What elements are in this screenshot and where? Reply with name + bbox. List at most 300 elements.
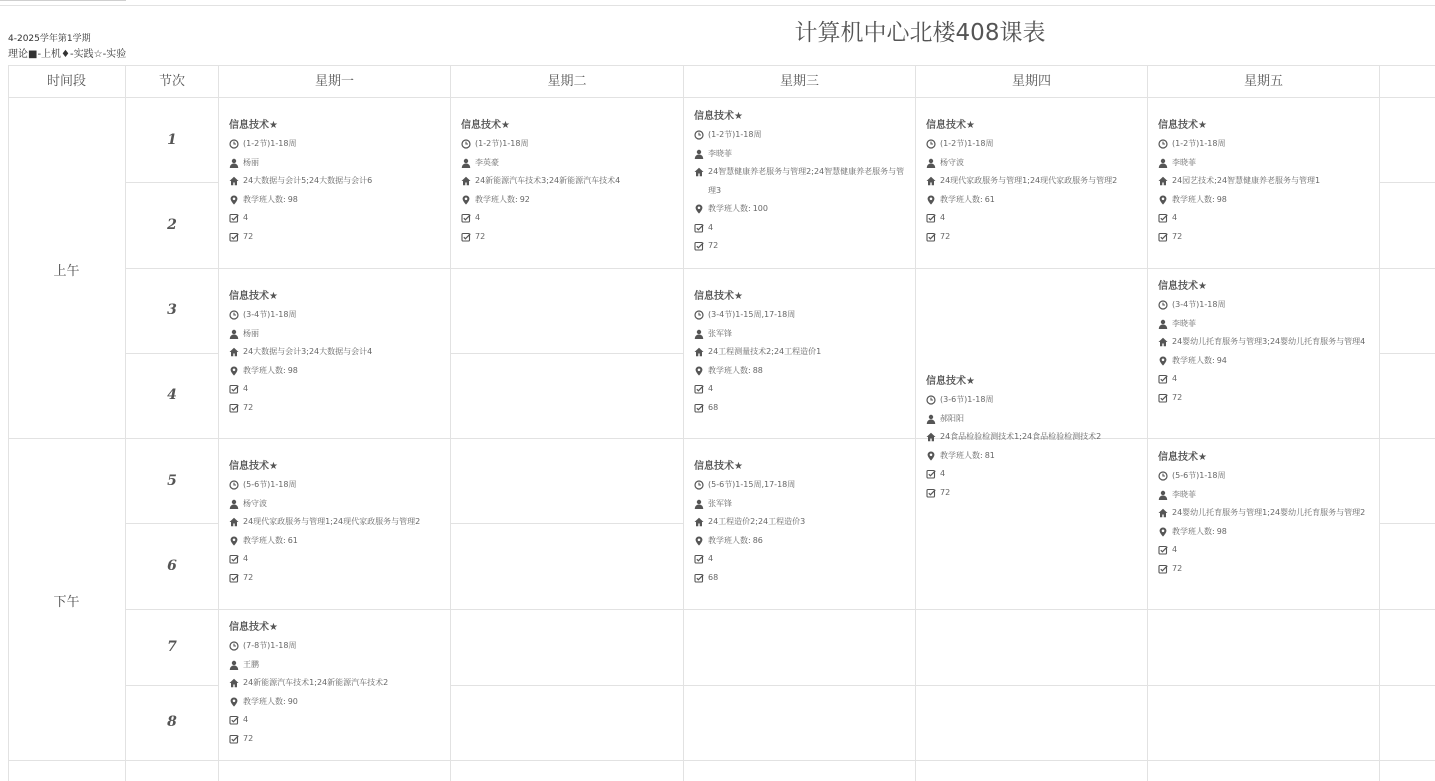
course-name: 信息技术★ [926, 376, 975, 387]
course-total-row [694, 399, 906, 418]
course-card[interactable] [694, 108, 906, 256]
course-total-row [926, 228, 1141, 247]
clock-icon [229, 641, 239, 651]
course-total-row [694, 237, 906, 256]
user-icon [694, 149, 704, 159]
course-count: 98 [287, 194, 298, 204]
count-label: 教学班人数: [475, 194, 518, 204]
home-icon [229, 517, 239, 527]
course-count: 86 [752, 535, 763, 545]
row-divider [1147, 685, 1379, 686]
check-square-icon [229, 213, 239, 223]
location-icon [694, 204, 704, 214]
course-count: 98 [287, 365, 298, 375]
course-time-row [229, 135, 444, 154]
course-hours: 4 [243, 554, 249, 563]
course-count-row [1158, 191, 1373, 210]
location-icon [229, 195, 239, 205]
course-count-row [229, 362, 444, 381]
check-square-icon [229, 554, 239, 564]
course-hours: 4 [708, 222, 714, 232]
course-teacher: 张军锋 [708, 498, 732, 508]
course-total-row [229, 399, 444, 418]
course-card[interactable] [926, 117, 1141, 246]
course-name: 信息技术★ [229, 622, 278, 633]
clock-icon [926, 395, 936, 405]
column-divider [1147, 65, 1148, 781]
course-teacher: 张军锋 [708, 328, 732, 338]
home-icon [694, 517, 704, 527]
course-teacher: 李晓菲 [708, 148, 732, 158]
course-classes-row [926, 428, 1141, 447]
row-divider [915, 609, 1147, 610]
check-square-icon [461, 232, 471, 242]
course-total: 72 [243, 402, 254, 412]
course-time: (3-4节)1-18周 [243, 310, 297, 319]
row-divider [450, 268, 683, 269]
course-total: 72 [1172, 563, 1183, 573]
row-divider [1379, 609, 1435, 610]
user-icon [926, 414, 936, 424]
course-total-row [1158, 560, 1370, 579]
course-name: 信息技术★ [694, 291, 743, 302]
course-count: 100 [752, 204, 768, 213]
course-time: (5-6节)1-15周,17-18周 [708, 480, 796, 489]
check-square-icon [229, 734, 239, 744]
course-teacher: 王鹏 [243, 659, 259, 669]
course-teacher: 郝阳阳 [940, 413, 964, 423]
row-divider [915, 268, 1147, 269]
user-icon [229, 158, 239, 168]
count-label: 教学班人数: [940, 194, 983, 204]
check-square-icon [229, 403, 239, 413]
course-time: (1-2节)1-18周 [940, 139, 994, 148]
section-number: 8 [167, 714, 177, 730]
home-icon [229, 678, 239, 688]
course-hours-row [229, 209, 444, 228]
top-stub-line [0, 0, 126, 1]
course-hours: 4 [475, 213, 481, 222]
section-number: 1 [167, 132, 177, 148]
course-time: (5-6节)1-18周 [243, 480, 297, 489]
course-hours: 4 [243, 384, 249, 393]
course-time-row [229, 306, 444, 325]
course-name: 信息技术★ [229, 461, 278, 472]
col-header-section: 节次 [158, 74, 185, 89]
user-icon [694, 329, 704, 339]
count-label: 教学班人数: [243, 535, 286, 545]
course-teacher: 杨丽 [243, 157, 259, 167]
course-classes-row [694, 513, 906, 532]
course-count: 88 [752, 365, 763, 375]
page-title: 计算机中心北楼408课表 [794, 20, 1046, 46]
course-card[interactable] [461, 117, 676, 246]
course-hours: 4 [940, 469, 946, 478]
section-number: 6 [167, 558, 177, 574]
col-header-friday: 星期五 [1243, 74, 1283, 89]
check-square-icon [926, 232, 936, 242]
course-card[interactable] [694, 288, 906, 417]
location-icon [926, 451, 936, 461]
count-label: 教学班人数: [1172, 526, 1215, 536]
course-count: 98 [1216, 194, 1227, 204]
course-hours-row [1158, 209, 1373, 228]
course-hours: 4 [940, 213, 946, 222]
course-card[interactable] [926, 373, 1141, 502]
course-total-row [1158, 389, 1370, 408]
course-classes: 24婴幼儿托育服务与管理3;24婴幼儿托育服务与管理4 [1172, 337, 1366, 346]
course-count: 90 [287, 696, 298, 706]
clock-icon [1158, 139, 1168, 149]
course-teacher-row [926, 410, 1141, 429]
course-total: 72 [940, 231, 951, 241]
course-name: 信息技术★ [1158, 120, 1207, 131]
course-teacher-row [461, 154, 676, 173]
course-count: 92 [519, 194, 530, 204]
home-icon [694, 347, 704, 357]
header-bottom-line [8, 97, 1435, 98]
course-classes: 24新能源汽车技术3;24新能源汽车技术4 [475, 176, 621, 185]
course-teacher: 李英豪 [475, 157, 499, 167]
course-time: (1-2节)1-18周 [475, 139, 529, 148]
course-time-row [1158, 135, 1373, 154]
course-hours: 4 [1172, 374, 1178, 383]
course-card[interactable] [1158, 278, 1370, 407]
course-teacher-row [694, 325, 906, 344]
count-label: 教学班人数: [243, 696, 286, 706]
row-divider [1379, 182, 1435, 183]
course-total: 72 [243, 231, 254, 241]
course-count: 98 [1216, 526, 1227, 536]
course-name: 信息技术★ [1158, 452, 1207, 463]
home-icon [694, 167, 704, 177]
row-divider [125, 353, 218, 354]
col-header-period: 时间段 [46, 74, 86, 89]
row-divider [1379, 353, 1435, 354]
course-total-row [229, 730, 444, 749]
course-hours-row [1158, 541, 1370, 560]
location-icon [229, 697, 239, 707]
row-divider [450, 685, 683, 686]
course-time: (3-4节)1-15周,17-18周 [708, 310, 796, 319]
check-square-icon [1158, 564, 1168, 574]
row-divider [915, 685, 1147, 686]
clock-icon [694, 480, 704, 490]
course-count: 61 [984, 194, 995, 204]
course-classes-row [926, 172, 1141, 191]
col-header-thursday: 星期四 [1011, 74, 1051, 89]
course-time-row [926, 391, 1141, 410]
course-total-row [694, 569, 906, 588]
check-square-icon [926, 213, 936, 223]
course-classes: 24园艺技术;24智慧健康养老服务与管理1 [1172, 176, 1321, 185]
course-card[interactable] [1158, 117, 1373, 246]
course-time-row [1158, 296, 1370, 315]
check-square-icon [1158, 393, 1168, 403]
course-teacher-row [229, 656, 444, 675]
course-total: 72 [708, 241, 719, 250]
course-hours: 4 [708, 554, 714, 563]
check-square-icon [694, 554, 704, 564]
course-time: (1-2节)1-18周 [1172, 139, 1226, 148]
course-time-row [1158, 467, 1370, 486]
course-teacher-row [229, 154, 444, 173]
course-hours: 4 [243, 715, 249, 724]
course-total: 72 [243, 733, 254, 743]
course-classes-row [694, 163, 906, 200]
course-name: 信息技术★ [1158, 281, 1207, 292]
clock-icon [229, 139, 239, 149]
location-icon [926, 195, 936, 205]
course-hours: 4 [1172, 213, 1178, 222]
course-card[interactable] [229, 288, 444, 417]
row-divider [1147, 609, 1379, 610]
section-number: 4 [167, 387, 177, 403]
course-count: 94 [1216, 355, 1227, 365]
user-icon [694, 499, 704, 509]
count-label: 教学班人数: [243, 365, 286, 375]
row-divider [450, 523, 683, 524]
check-square-icon [694, 241, 704, 251]
row-divider [125, 182, 218, 183]
course-name: 信息技术★ [694, 111, 743, 122]
course-teacher-row [694, 495, 906, 514]
course-count-row [926, 191, 1141, 210]
row-divider [683, 609, 915, 610]
check-square-icon [694, 223, 704, 233]
home-icon [926, 432, 936, 442]
col-header-wednesday: 星期三 [779, 74, 819, 89]
course-hours-row [1158, 370, 1370, 389]
course-hours: 4 [243, 213, 249, 222]
check-square-icon [926, 469, 936, 479]
row-divider [218, 609, 450, 610]
course-name: 信息技术★ [229, 120, 278, 131]
check-square-icon [229, 232, 239, 242]
course-classes: 24工程测量技术2;24工程造价1 [708, 347, 822, 356]
period-afternoon: 下午 [53, 595, 80, 610]
count-label: 教学班人数: [708, 365, 751, 375]
course-hours-row [926, 209, 1141, 228]
column-divider [125, 65, 126, 781]
course-teacher-row [694, 145, 906, 164]
course-name: 信息技术★ [926, 120, 975, 131]
row-divider [450, 609, 683, 610]
course-card[interactable] [229, 458, 444, 587]
count-label: 教学班人数: [1172, 355, 1215, 365]
course-classes: 24婴幼儿托育服务与管理1;24婴幼儿托育服务与管理2 [1172, 508, 1366, 517]
row-divider [1379, 268, 1435, 269]
legend-label: 理论■-上机♦-实践☆-实验 [8, 49, 127, 60]
course-classes-row [694, 343, 906, 362]
course-time-row [926, 135, 1141, 154]
home-icon [229, 176, 239, 186]
course-time: (1-2节)1-18周 [243, 139, 297, 148]
course-time: (7-8节)1-18周 [243, 641, 297, 650]
course-card[interactable] [229, 117, 444, 246]
user-icon [229, 660, 239, 670]
column-divider [450, 65, 451, 781]
location-icon [694, 536, 704, 546]
course-count-row [1158, 523, 1370, 542]
row-divider [125, 268, 218, 269]
course-card[interactable] [1158, 449, 1370, 578]
user-icon [1158, 158, 1168, 168]
check-square-icon [461, 213, 471, 223]
course-total-row [229, 569, 444, 588]
home-icon [229, 347, 239, 357]
course-name: 信息技术★ [461, 120, 510, 131]
course-teacher-row [926, 154, 1141, 173]
row-divider [683, 268, 915, 269]
course-classes: 24大数据与会计5;24大数据与会计6 [243, 176, 373, 185]
check-square-icon [1158, 545, 1168, 555]
period-morning: 上午 [53, 264, 80, 279]
check-square-icon [1158, 232, 1168, 242]
course-hours-row [694, 380, 906, 399]
course-time-row [229, 476, 444, 495]
course-total: 72 [940, 487, 951, 497]
check-square-icon [229, 715, 239, 725]
course-classes-row [1158, 333, 1370, 352]
col-header-tuesday: 星期二 [547, 74, 587, 89]
course-total-row [926, 484, 1141, 503]
course-total: 72 [475, 231, 486, 241]
course-time-row [229, 637, 444, 656]
user-icon [461, 158, 471, 168]
course-name: 信息技术★ [694, 461, 743, 472]
check-square-icon [694, 573, 704, 583]
course-count-row [229, 693, 444, 712]
course-total-row [1158, 228, 1373, 247]
course-count-row [461, 191, 676, 210]
course-classes-row [229, 343, 444, 362]
course-count-row [694, 200, 906, 219]
course-total: 72 [243, 572, 254, 582]
check-square-icon [694, 384, 704, 394]
row-divider [125, 685, 218, 686]
course-teacher: 李晓菲 [1172, 489, 1196, 499]
row-divider [218, 268, 450, 269]
clock-icon [926, 139, 936, 149]
course-classes-row [229, 513, 444, 532]
course-time: (3-4节)1-18周 [1172, 300, 1226, 309]
course-time: (5-6节)1-18周 [1172, 471, 1226, 480]
location-icon [461, 195, 471, 205]
term-label: 4-2025学年第1学期 [8, 34, 91, 44]
row-divider [1379, 523, 1435, 524]
location-icon [229, 536, 239, 546]
course-hours-row [229, 380, 444, 399]
table-bottom-line [8, 760, 1435, 761]
section-number: 3 [167, 302, 177, 318]
column-divider [8, 65, 9, 781]
row-divider [1379, 685, 1435, 686]
user-icon [1158, 490, 1168, 500]
user-icon [229, 329, 239, 339]
check-square-icon [694, 403, 704, 413]
location-icon [1158, 356, 1168, 366]
course-count: 81 [984, 450, 995, 460]
column-divider [218, 65, 219, 781]
row-divider [450, 353, 683, 354]
course-hours-row [926, 465, 1141, 484]
location-icon [1158, 527, 1168, 537]
clock-icon [229, 480, 239, 490]
home-icon [926, 176, 936, 186]
course-name: 信息技术★ [229, 291, 278, 302]
section-number: 5 [167, 473, 177, 489]
course-teacher-row [1158, 486, 1370, 505]
course-classes-row [461, 172, 676, 191]
home-icon [1158, 508, 1168, 518]
row-divider [125, 523, 218, 524]
course-count-row [926, 447, 1141, 466]
course-card[interactable] [229, 619, 444, 748]
location-icon [229, 366, 239, 376]
clock-icon [1158, 300, 1168, 310]
course-time-row [694, 476, 906, 495]
course-hours: 4 [708, 384, 714, 393]
course-hours-row [229, 711, 444, 730]
course-count-row [694, 362, 906, 381]
section-number: 2 [167, 217, 177, 233]
course-hours-row [229, 550, 444, 569]
location-icon [1158, 195, 1168, 205]
check-square-icon [229, 384, 239, 394]
course-total: 68 [708, 402, 719, 412]
col-header-monday: 星期一 [314, 74, 354, 89]
course-teacher-row [1158, 315, 1370, 334]
home-icon [461, 176, 471, 186]
course-classes: 24新能源汽车技术1;24新能源汽车技术2 [243, 678, 389, 687]
count-label: 教学班人数: [940, 450, 983, 460]
course-total: 72 [1172, 392, 1183, 402]
course-teacher: 李晓菲 [1172, 157, 1196, 167]
home-icon [1158, 337, 1168, 347]
course-classes-row [1158, 504, 1370, 523]
course-total: 68 [708, 572, 719, 582]
course-teacher: 杨丽 [243, 328, 259, 338]
course-time-row [461, 135, 676, 154]
course-time: (3-6节)1-18周 [940, 395, 994, 404]
clock-icon [694, 130, 704, 140]
user-icon [926, 158, 936, 168]
course-classes: 24现代家政服务与管理1;24现代家政服务与管理2 [243, 517, 421, 526]
count-label: 教学班人数: [708, 204, 751, 213]
check-square-icon [1158, 374, 1168, 384]
course-teacher: 杨守波 [940, 157, 964, 167]
course-teacher-row [229, 325, 444, 344]
course-classes-row [229, 674, 444, 693]
clock-icon [1158, 471, 1168, 481]
course-total-row [229, 228, 444, 247]
course-time-row [694, 126, 906, 145]
check-square-icon [926, 488, 936, 498]
check-square-icon [229, 573, 239, 583]
course-total: 72 [1172, 231, 1183, 241]
user-icon [1158, 319, 1168, 329]
course-classes: 24现代家政服务与管理1;24现代家政服务与管理2 [940, 176, 1118, 185]
course-count-row [229, 532, 444, 551]
course-classes: 24智慧健康养老服务与管理2;24智慧健康养老服务与管理3 [708, 167, 905, 195]
course-count-row [694, 532, 906, 551]
count-label: 教学班人数: [708, 535, 751, 545]
course-card[interactable] [694, 458, 906, 587]
course-teacher-row [229, 495, 444, 514]
column-divider [1379, 65, 1380, 781]
course-classes: 24大数据与会计3;24大数据与会计4 [243, 347, 373, 356]
